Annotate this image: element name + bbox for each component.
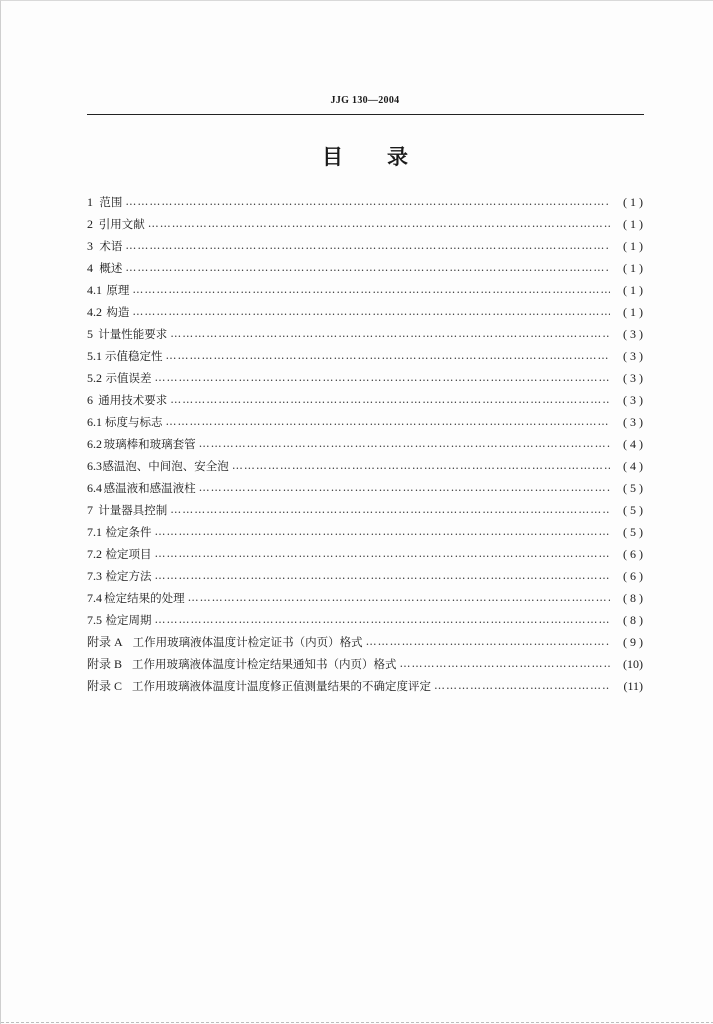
toc-entry-page: ( 1 ) [623,195,643,209]
dot-leader [188,587,610,609]
toc-entry-number: 7.4 [87,591,102,605]
toc-entry-label: 工作用玻璃液体温度计检定结果通知书（内页）格式 [132,657,397,671]
toc-entry-number: 7.3 [87,569,102,583]
toc-entry[interactable] [87,257,643,279]
toc-entry-number: 6.3 [87,459,102,473]
toc-entry[interactable] [87,587,643,609]
toc-entry-label: 示值误差 [105,371,152,385]
toc-entry-number: 7.5 [87,613,102,627]
dot-leader [166,411,611,433]
toc-entry-page: ( 8 ) [623,613,643,627]
toc-entry-page: ( 3 ) [623,371,643,385]
toc-entry[interactable] [87,235,643,257]
toc-entry-label: 检定项目 [105,547,152,561]
toc-entry-number: 4 [87,261,93,275]
toc-entry-number: 附录 A [87,635,123,649]
dot-leader [232,455,610,477]
toc-entry[interactable] [87,609,643,631]
toc-entry-page: ( 3 ) [623,393,643,407]
toc-entry-label: 计量器具控制 [98,503,168,517]
dot-leader [125,257,610,279]
toc-entry-page: ( 1 ) [623,239,643,253]
toc-entry-page: ( 9 ) [623,635,643,649]
toc-entry-page: ( 8 ) [623,591,643,605]
dot-leader [132,301,610,323]
header-rule [87,114,644,115]
dot-leader [166,345,611,367]
dot-leader [154,609,610,631]
toc-entry-number: 7.2 [87,547,102,561]
toc-entry[interactable] [87,477,643,499]
toc-entry-label: 范围 [99,195,123,209]
toc-entry-page: ( 1 ) [623,283,643,297]
toc-entry-label: 通用技术要求 [98,393,168,407]
dot-leader [434,675,610,697]
toc-entry-page: ( 5 ) [623,525,643,539]
dot-leader [170,499,610,521]
toc-entry[interactable] [87,191,643,213]
dot-leader [400,653,610,675]
toc-entry-page: ( 5 ) [623,481,643,495]
toc-entry[interactable] [87,301,643,323]
standard-code-header: JJG 130—2004 [330,95,400,106]
toc-entry[interactable] [87,323,643,345]
toc-entry-number: 6 [87,393,93,407]
toc-entry-page: (10) [623,657,643,671]
toc-entry[interactable] [87,213,643,235]
toc-entry-label: 标度与标志 [105,415,163,429]
toc-entry-number: 附录 C [87,679,123,693]
toc-entry-page: ( 4 ) [623,437,643,451]
toc-entry[interactable] [87,345,643,367]
toc-entry-number: 6.1 [87,415,102,429]
toc-entry-page: ( 1 ) [623,305,643,319]
toc-entry-page: ( 3 ) [623,349,643,363]
toc-entry-page: ( 3 ) [623,327,643,341]
toc-entry[interactable] [87,499,643,521]
dot-leader [125,191,610,213]
toc-entry-label: 感温液和感温液柱 [103,481,196,495]
toc-entry-label: 玻璃棒和玻璃套管 [103,437,196,451]
toc-entry-number: 7 [87,503,93,517]
toc-entry-label: 检定结果的处理 [104,591,185,605]
toc-entry-number: 6.4 [87,481,102,495]
toc-entry-page: ( 4 ) [623,459,643,473]
toc-entry[interactable] [87,455,643,477]
dot-leader [148,213,610,235]
toc-entry[interactable] [87,367,643,389]
toc-entry-label: 检定方法 [105,569,152,583]
toc-entry-label: 检定周期 [105,613,152,627]
dot-leader [154,565,610,587]
toc-entry-label: 感温泡、中间泡、安全泡 [102,459,229,473]
dot-leader [170,389,610,411]
toc-entry[interactable] [87,433,643,455]
dot-leader [170,323,610,345]
toc-entry-page: ( 6 ) [623,547,643,561]
toc-entry-page: ( 5 ) [623,503,643,517]
toc-entry[interactable] [87,411,643,433]
toc-entry-label: 引用文献 [98,217,145,231]
toc-entry-page: ( 1 ) [623,261,643,275]
table-of-contents [87,191,643,697]
toc-entry-label: 概述 [99,261,123,275]
toc-entry-number: 附录 B [87,657,123,671]
toc-entry-page: ( 1 ) [623,217,643,231]
dot-leader [154,367,610,389]
toc-entry-label: 示值稳定性 [105,349,163,363]
dot-leader [199,433,610,455]
toc-appendix-entry[interactable] [87,631,643,653]
toc-entry-number: 5.1 [87,349,102,363]
toc-entry-label: 工作用玻璃液体温度计检定证书（内页）格式 [132,635,363,649]
toc-entry[interactable] [87,543,643,565]
toc-entry-number: 6.2 [87,437,102,451]
toc-entry[interactable] [87,521,643,543]
page-title: 目录 [322,145,452,169]
toc-entry-page: ( 3 ) [623,415,643,429]
toc-entry-label: 检定条件 [105,525,152,539]
dot-leader [154,521,610,543]
dot-leader [154,543,610,565]
toc-entry[interactable] [87,389,643,411]
dot-leader [199,477,610,499]
page-bottom-edge [1,1022,713,1023]
toc-entry-page: (11) [623,679,643,693]
toc-entry-number: 7.1 [87,525,102,539]
toc-entry[interactable] [87,565,643,587]
toc-entry-page: ( 6 ) [623,569,643,583]
toc-entry-label: 原理 [106,283,130,297]
toc-entry-number: 2 [87,217,93,231]
toc-entry-label: 构造 [106,305,130,319]
toc-entry-label: 计量性能要求 [98,327,168,341]
toc-entry-label: 工作用玻璃液体温度计温度修正值测量结果的不确定度评定 [132,679,432,693]
toc-appendix-entry[interactable] [87,653,643,675]
toc-entry-number: 4.1 [87,283,102,297]
toc-entry-number: 5.2 [87,371,102,385]
toc-entry-number: 3 [87,239,93,253]
dot-leader [125,235,610,257]
dot-leader [366,631,610,653]
toc-entry-number: 4.2 [87,305,102,319]
toc-entry-number: 5 [87,327,93,341]
dot-leader [132,279,610,301]
toc-appendix-entry[interactable] [87,675,643,697]
toc-entry-label: 术语 [99,239,123,253]
toc-entry[interactable] [87,279,643,301]
toc-entry-number: 1 [87,195,93,209]
